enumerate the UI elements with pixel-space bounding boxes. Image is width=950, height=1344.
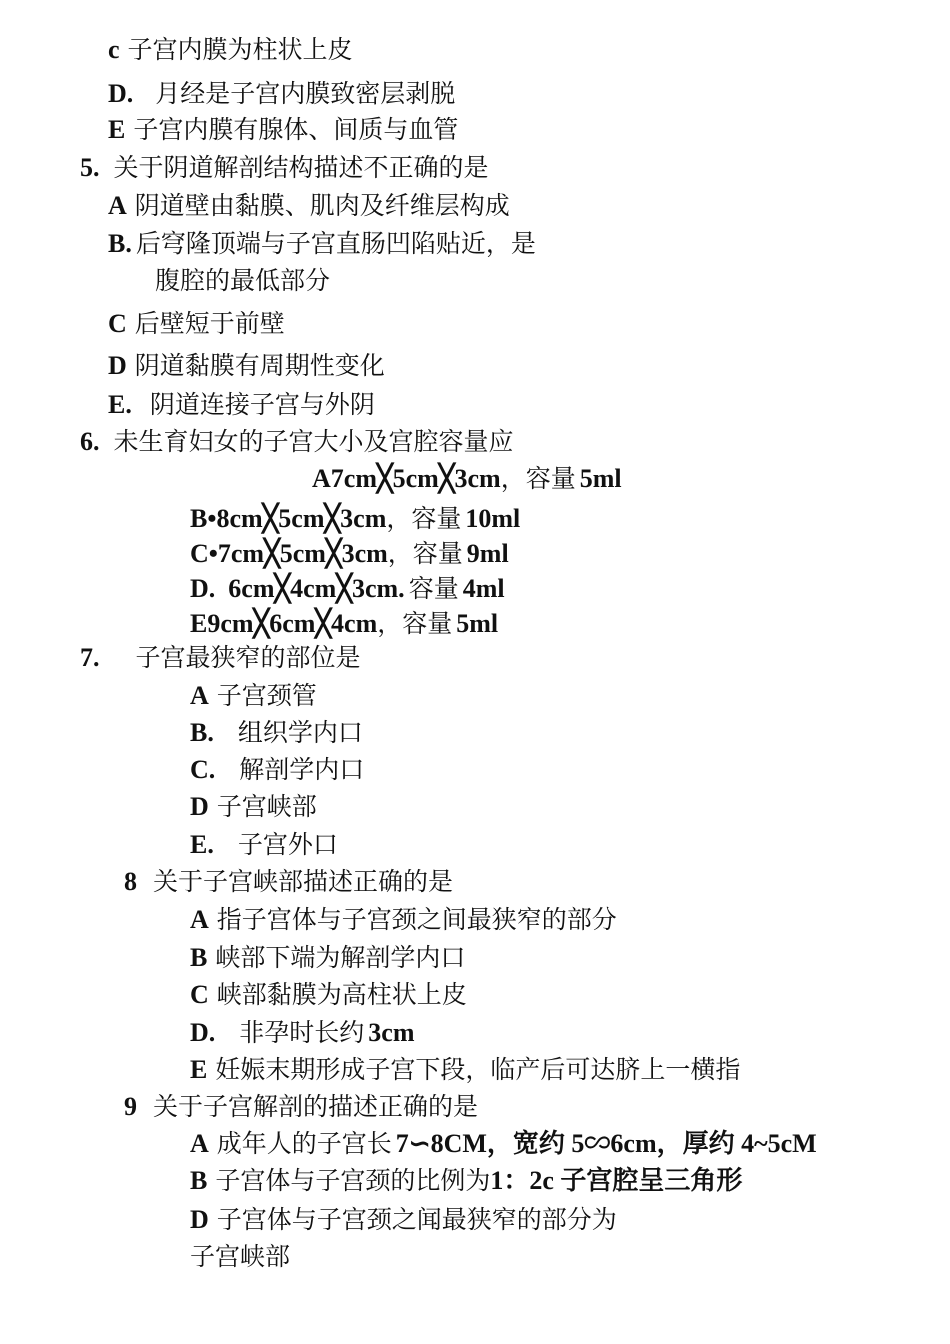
- option-line: B 峡部下端为解剖学内口: [190, 943, 466, 972]
- option-continuation: 腹腔的最低部分: [155, 266, 331, 295]
- option-line: B. 后穹隆顶端与子宫直肠凹陷贴近，是: [108, 229, 536, 258]
- option-line: D. 6cm╳4cm╳3cm. 容量 4ml: [190, 574, 505, 603]
- option-line: D 子宫峡部: [190, 792, 317, 821]
- question-9: 9 关于子宫解剖的描述正确的是: [124, 1092, 479, 1121]
- option-line: C•7cm╳5cm╳3cm，容量 9ml: [190, 539, 509, 568]
- question-5: 5. 关于阴道解剖结构描述不正确的是: [80, 153, 489, 182]
- option-line: D. 非孕时长约 3cm: [190, 1018, 415, 1047]
- question-7: 7. 子宫最狭窄的部位是: [80, 643, 361, 672]
- question-8: 8 关于子宫峡部描述正确的是: [124, 867, 454, 896]
- option-line: E 子宫内膜有腺体、间质与血管: [108, 115, 459, 144]
- option-line: A 子宫颈管: [190, 681, 317, 710]
- option-line: A 阴道壁由黏膜、肌肉及纤维层构成: [108, 191, 510, 220]
- option-line: D. 月经是子宫内膜致密层剥脱: [108, 79, 456, 108]
- option-line: D 子宫体与子宫颈之闻最狭窄的部分为: [190, 1205, 617, 1234]
- option-line: E 妊娠末期形成子宫下段，临产后可达脐上一横指: [190, 1055, 741, 1084]
- question-6: 6. 未生育妇女的子宫大小及宫腔容量应: [80, 427, 514, 456]
- option-line: C. 解剖学内口: [190, 755, 365, 784]
- option-line: A7cm╳5cm╳3cm，容量 5ml: [312, 464, 622, 493]
- option-line: c 子宫内膜为柱状上皮: [108, 35, 353, 64]
- option-line: C 后壁短于前壁: [108, 309, 285, 338]
- option-line: A 成年人的子宫长 7∽8CM，宽约 5∽6cm，厚约 4~5cM: [190, 1129, 817, 1158]
- option-line: E9cm╳6cm╳4cm，容量 5ml: [190, 609, 499, 638]
- option-line: C 峡部黏膜为高柱状上皮: [190, 980, 467, 1009]
- option-line: A 指子宫体与子宫颈之间最狭窄的部分: [190, 905, 617, 934]
- option-continuation: 子宫峡部: [190, 1242, 291, 1271]
- option-line: B•8cm╳5cm╳3cm，容量 10ml: [190, 504, 521, 533]
- option-line: B 子宫体与子宫颈的比例为1：2c 子宫腔呈三角形: [190, 1166, 743, 1195]
- option-line: E. 阴道连接子宫与外阴: [108, 390, 375, 419]
- option-line: D 阴道黏膜有周期性变化: [108, 351, 385, 380]
- option-line: E. 子宫外口: [190, 830, 338, 859]
- option-line: B. 组织学内口: [190, 718, 363, 747]
